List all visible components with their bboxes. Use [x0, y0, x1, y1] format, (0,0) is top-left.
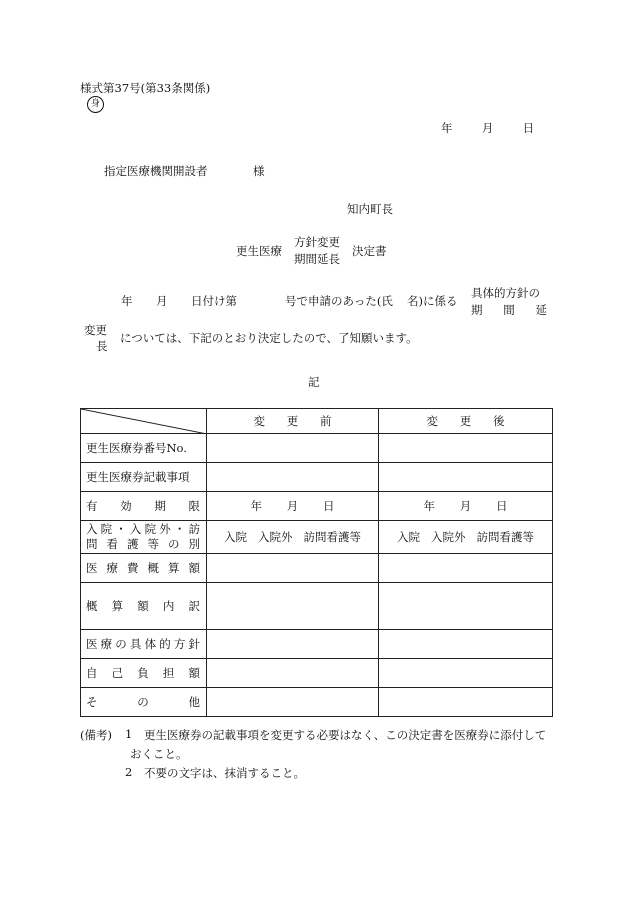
body-cont-bottom: 長	[96, 339, 108, 353]
care-option: 入院外	[258, 530, 293, 544]
row-after	[379, 659, 553, 688]
note1-line1: 更生医療券の記載事項を変更する必要はなく、この決定書を医療券に添付して	[144, 728, 547, 742]
doc-title-option1: 方針変更	[294, 235, 340, 249]
row-before	[207, 463, 379, 492]
label-char: 概	[147, 561, 159, 575]
label-char: 期	[154, 499, 166, 513]
row-label-copay	[81, 659, 207, 688]
label-char: 問	[86, 537, 98, 551]
header-before	[207, 409, 379, 434]
label-char: ・	[115, 522, 127, 536]
body-month: 月	[156, 294, 168, 308]
header-char: 更	[286, 414, 299, 428]
label-char: 算	[111, 599, 124, 613]
label-char: 額	[137, 599, 149, 613]
date-year: 年	[441, 121, 453, 135]
date-char: 日	[323, 499, 335, 513]
date-char: 月	[459, 499, 472, 513]
diagonal-line	[81, 409, 207, 434]
care-option: 入院	[224, 530, 248, 544]
label-char: 的	[159, 637, 171, 651]
table-row	[81, 554, 553, 583]
body-cont-top: 変更	[84, 323, 107, 337]
label-char: 効	[120, 499, 132, 513]
row-label-ticket-items: 更生医療券記載事項	[81, 463, 207, 492]
row-before	[207, 659, 379, 688]
row-label-validity	[81, 492, 207, 521]
care-option: 訪問看護等	[476, 530, 534, 544]
label-char: 費	[127, 561, 139, 575]
notes-heading: (備考)	[80, 728, 112, 742]
row-before-care-type	[207, 521, 379, 554]
label-char: 医	[86, 561, 98, 575]
label-char: 額	[188, 561, 200, 575]
label-char: 院	[144, 522, 157, 536]
row-before	[207, 583, 379, 630]
change-table	[80, 408, 553, 717]
row-label-ticket-number: 更生医療券番号No.	[81, 434, 207, 463]
row-label-treatment-policy	[81, 630, 207, 659]
issuer: 知内町長	[347, 202, 393, 216]
label-char: 他	[188, 695, 200, 709]
row-after	[379, 583, 553, 630]
label-char: 限	[188, 499, 200, 513]
table-row	[81, 521, 553, 554]
row-after	[379, 434, 553, 463]
opt-char: 期	[471, 303, 483, 317]
form-number: 様式第37号(第33条関係)	[80, 81, 211, 95]
table-row	[81, 583, 553, 630]
label-char: 算	[168, 561, 180, 575]
header-char: 更	[459, 414, 472, 428]
body-date: 日付け第	[191, 294, 237, 308]
date-day: 日	[522, 121, 535, 135]
row-after	[379, 554, 553, 583]
table-row	[81, 659, 553, 688]
seal-stamp: 身	[87, 96, 104, 113]
label-char: 院	[100, 522, 113, 536]
table-row	[81, 434, 553, 463]
row-after-validity	[379, 492, 553, 521]
addressee-title: 指定医療機関開設者	[104, 164, 208, 178]
label-char: 針	[188, 637, 200, 651]
label-char: の	[137, 695, 149, 709]
label-char: 外	[159, 522, 171, 536]
label-char: 訳	[188, 599, 200, 613]
care-option: 入院	[397, 530, 421, 544]
label-char: 体	[144, 637, 157, 651]
label-char: 看	[106, 537, 118, 551]
label-char: 担	[162, 666, 175, 680]
opt-char: 間	[503, 303, 515, 317]
label-char: そ	[86, 695, 98, 709]
label-char: 護	[127, 537, 139, 551]
label-char: 額	[188, 666, 200, 680]
label-char: 具	[129, 637, 142, 651]
opt-char: 延	[535, 303, 547, 317]
table-row	[81, 688, 553, 717]
label-char: 療	[100, 637, 113, 651]
row-after	[379, 463, 553, 492]
row-before	[207, 434, 379, 463]
care-option: 訪問看護等	[303, 530, 361, 544]
label-char: の	[115, 637, 127, 651]
doc-title-option2: 期間延長	[294, 252, 340, 266]
doc-title-prefix: 更生医療	[236, 244, 282, 258]
header-char: 変	[426, 414, 438, 428]
date-char: 年	[423, 499, 435, 513]
table-header-row	[81, 409, 553, 434]
date-char: 月	[286, 499, 299, 513]
note2-line1: 不要の文字は、抹消すること。	[144, 766, 305, 780]
label-char: 別	[188, 537, 200, 551]
table-row	[81, 630, 553, 659]
label-char: 自	[86, 666, 98, 680]
header-char: 変	[253, 414, 265, 428]
header-char: 前	[320, 414, 332, 428]
row-before	[207, 688, 379, 717]
row-after-care-type	[379, 521, 553, 554]
body-option-bottom	[471, 302, 547, 318]
label-char: の	[168, 537, 180, 551]
row-label-estimate-breakdown	[81, 583, 207, 630]
label-char: 療	[106, 561, 118, 575]
table-row	[81, 463, 553, 492]
table-row	[81, 492, 553, 521]
body-cont-text: については、下記のとおり決定したので、了知願います。	[120, 331, 418, 345]
label-char: 入	[86, 522, 98, 536]
row-after	[379, 630, 553, 659]
label-char: 己	[111, 666, 124, 680]
note1-number: 1	[125, 727, 133, 741]
header-char: 後	[493, 414, 505, 428]
body-name: 名)に係る	[407, 294, 458, 308]
ki-heading: 記	[308, 375, 320, 389]
note2-number: 2	[125, 765, 133, 779]
label-char: 医	[86, 637, 98, 651]
row-label-care-type	[81, 521, 207, 554]
label-char: 等	[147, 537, 159, 551]
label-char: 内	[162, 599, 175, 613]
body-number: 号で申請のあった(氏	[285, 294, 393, 308]
header-diagonal-cell	[81, 409, 207, 434]
label-char: 訪	[188, 522, 200, 536]
row-before-validity	[207, 492, 379, 521]
label-char: 入	[129, 522, 142, 536]
row-before	[207, 554, 379, 583]
label-char: 方	[173, 637, 186, 651]
note1-line2: おくこと。	[130, 747, 188, 761]
label-char: 負	[137, 666, 149, 680]
header-after	[379, 409, 553, 434]
date-month: 月	[481, 121, 494, 135]
row-label-other	[81, 688, 207, 717]
body-option-top: 具体的方針の	[471, 286, 540, 300]
label-char: 概	[86, 599, 98, 613]
row-after	[379, 688, 553, 717]
doc-title-suffix: 決定書	[352, 244, 387, 258]
label-char: ・	[173, 522, 186, 536]
row-before	[207, 630, 379, 659]
date-char: 日	[496, 499, 508, 513]
date-line	[441, 120, 534, 136]
date-char: 年	[250, 499, 262, 513]
care-option: 入院外	[431, 530, 466, 544]
addressee-honorific: 様	[253, 164, 265, 178]
label-char: 有	[86, 499, 98, 513]
row-label-estimate	[81, 554, 207, 583]
body-year: 年	[121, 294, 133, 308]
